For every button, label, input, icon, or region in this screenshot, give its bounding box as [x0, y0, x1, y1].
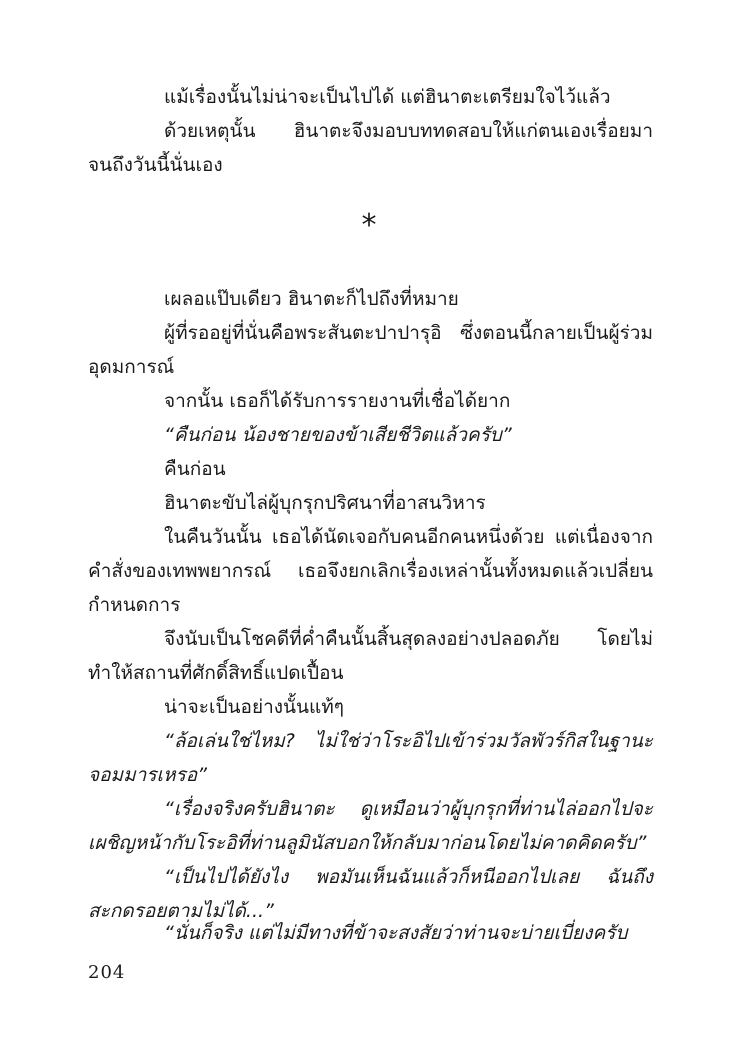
paragraph: เผลอแป๊บเดียว ฮินาตะก็ไปถึงที่หมาย [164, 288, 459, 310]
paragraph: ฮินาตะขับไล่ผู้บุกรุกปริศนาที่อาสนวิหาร [164, 492, 486, 514]
paragraph: ผู้ที่รออยู่ที่นั่นคือพระสันตะปาปารุอิ ซึ่งตอนนี้กลายเป็นผู้ร่วมอุดมการณ์ [88, 322, 653, 378]
paragraph: แม้เรื่องนั้นไม่น่าจะเป็นไปได้ แต่ฮินาตะเตรียมใจไว้แล้ว [164, 86, 611, 108]
dialogue-paragraph: “คืนก่อน น้องชายของข้าเสียชีวิตแล้วครับ” [164, 424, 512, 446]
scene-break-asterisk: * [361, 208, 377, 243]
paragraph: ในคืนวันนั้น เธอได้นัดเจอกับคนอีกคนหนึ่งด้วย แต่เนื่องจากคำสั่งของเทพพยากรณ์ เธอจึงยกเลิกเรื่องเหล่านั้นทั้งหมดแล้วเปลี่ยนกำหนดการ [88, 526, 653, 616]
paragraph: จึงนับเป็นโชคดีที่ค่ำคืนนั้นสิ้นสุดลงอย่างปลอดภัย โดยไม่ทำให้สถานที่ศักดิ์สิทธิ์แปดเปื้อน [88, 628, 653, 684]
dialogue-paragraph: “นั่นก็จริง แต่ไม่มีทางที่ข้าจะสงสัยว่าท่านจะบ่ายเบี่ยงครับ [164, 922, 628, 944]
dialogue-paragraph: “เรื่องจริงครับฮินาตะ ดูเหมือนว่าผู้บุกรุกที่ท่านไล่ออกไปจะเผชิญหน้ากับโระอิที่ท่านลูมินัสบอกให้กลับมาก่อนโดยไม่คาดคิดครับ” [88, 798, 653, 854]
paragraph: จากนั้น เธอก็ได้รับการรายงานที่เชื่อได้ยาก [164, 390, 511, 412]
paragraph: คืนก่อน [164, 458, 226, 480]
paragraph: ด้วยเหตุนั้น ฮินาตะจึงมอบบททดสอบให้แก่ตนเองเรื่อยมาจนถึงวันนี้นั่นเอง [88, 120, 653, 176]
dialogue-paragraph: “เป็นไปได้ยังไง พอมันเห็นฉันแล้วก็หนีออกไปเลย ฉันถึงสะกดรอยตามไม่ได้...” [88, 866, 653, 922]
dialogue-paragraph: “ล้อเล่นใช่ไหม? ไม่ใช่ว่าโระอิไปเข้าร่วมวัลพัวร์กิสในฐานะจอมมารเหรอ” [88, 730, 653, 786]
paragraph: น่าจะเป็นอย่างนั้นแท้ๆ [164, 696, 344, 718]
page-number: 204 [88, 962, 126, 983]
